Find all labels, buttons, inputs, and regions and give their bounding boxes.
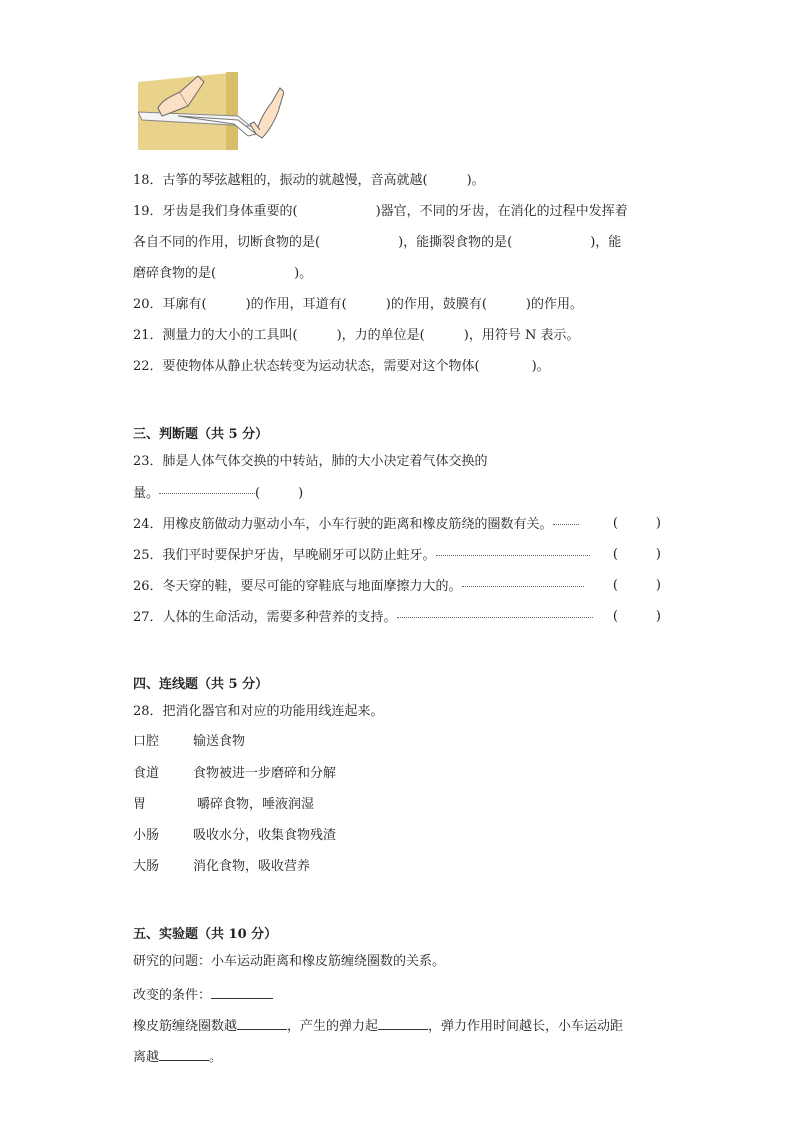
- section-5-title: 五、实验题（共 10 分）: [133, 927, 278, 942]
- function-label: 吸收水分，收集食物残渣: [193, 828, 337, 843]
- conclusion-text: 橡皮筋缠绕圈数越: [133, 1019, 238, 1034]
- section-4-title: 四、连线题（共 5 分）: [133, 677, 269, 692]
- conclusion-line-2: [133, 1046, 222, 1067]
- answer-blank: [237, 1015, 287, 1030]
- leader-dots: [553, 515, 579, 525]
- answer-paren-close: ): [298, 486, 304, 501]
- question-27-text: 27．人体的生命活动，需要多种营养的支持。: [133, 610, 397, 625]
- conclusion-text: 。: [209, 1050, 223, 1065]
- leader-dots: [397, 608, 593, 618]
- research-question: 研究的问题：小车运动距离和橡皮筋缠绕圈数的关系。: [133, 954, 446, 969]
- answer-slot-26: ( ): [612, 578, 661, 593]
- conclusion-line-1: [133, 1015, 623, 1036]
- answer-paren-open: (: [255, 486, 261, 501]
- organ-label: 食道: [133, 766, 160, 781]
- question-25: [133, 546, 590, 565]
- question-28: 28．把消化器官和对应的功能用线连起来。: [133, 704, 384, 719]
- question-19-line-2: 各自不同的作用，切断食物的是( )，能撕裂食物的是( )，能: [133, 235, 622, 250]
- question-23-line-1: 23．肺是人体气体交换的中转站，肺的大小决定着气体交换的: [133, 454, 488, 469]
- answer-slot-24: ( ): [612, 516, 661, 531]
- function-label: 食物被进一步磨碎和分解: [193, 766, 337, 781]
- question-24-text: 24．用橡皮筋做动力驱动小车，小车行驶的距离和橡皮筋绕的圈数有关。: [133, 517, 553, 532]
- question-27: [133, 608, 593, 627]
- leader-dots: [462, 577, 584, 587]
- organ-label: 口腔: [133, 734, 160, 749]
- question-19-line-1: 19．牙齿是我们身体重要的( )器官，不同的牙齿，在消化的过程中发挥着: [133, 204, 628, 219]
- organ-label: 大肠: [133, 859, 160, 874]
- question-26-text: 26．冬天穿的鞋，要尽可能的穿鞋底与地面摩擦力大的。: [133, 579, 462, 594]
- answer-slot-25: ( ): [612, 547, 661, 562]
- organ-label: 胃: [133, 797, 147, 812]
- ruler-table-illustration: [138, 72, 284, 150]
- function-label: 输送食物: [193, 734, 246, 749]
- leader-dots: [159, 484, 255, 494]
- answer-blank: [159, 1046, 209, 1061]
- question-22: 22．要使物体从静止状态转变为运动状态，需要对这个物体( )。: [133, 359, 550, 374]
- organ-label: 小肠: [133, 828, 160, 843]
- answer-slot-27: ( ): [612, 609, 661, 624]
- conclusion-text: 离越: [133, 1050, 160, 1065]
- function-label: 消化食物，吸收营养: [193, 859, 311, 874]
- conclusion-text: ，产生的弹力起: [287, 1019, 379, 1034]
- question-18: 18．古筝的琴弦越粗的，振动的就越慢，音高就越( )。: [133, 173, 485, 188]
- changed-condition: [133, 984, 273, 1005]
- answer-blank: [378, 1015, 428, 1030]
- changed-condition-label: 改变的条件：: [133, 988, 212, 1003]
- conclusion-text: ，弹力作用时间越长，小车运动距: [428, 1019, 624, 1034]
- question-23-line-2: [133, 484, 303, 503]
- function-label: 嚼碎食物，唾液润湿: [197, 797, 315, 812]
- question-25-text: 25．我们平时要保护牙齿，早晚刷牙可以防止蛀牙。: [133, 548, 436, 563]
- question-23-text: 量。: [133, 486, 160, 501]
- answer-blank: [211, 984, 273, 999]
- section-3-title: 三、判断题（共 5 分）: [133, 427, 269, 442]
- question-26: [133, 577, 584, 596]
- question-24: [133, 515, 579, 534]
- question-20: 20．耳廓有( )的作用，耳道有( )的作用，鼓膜有( )的作用。: [133, 297, 583, 312]
- leader-dots: [436, 546, 590, 556]
- question-21: 21．测量力的大小的工具叫( )，力的单位是( )，用符号 N 表示。: [133, 328, 580, 343]
- question-19-line-3: 磨碎食物的是( )。: [133, 266, 313, 281]
